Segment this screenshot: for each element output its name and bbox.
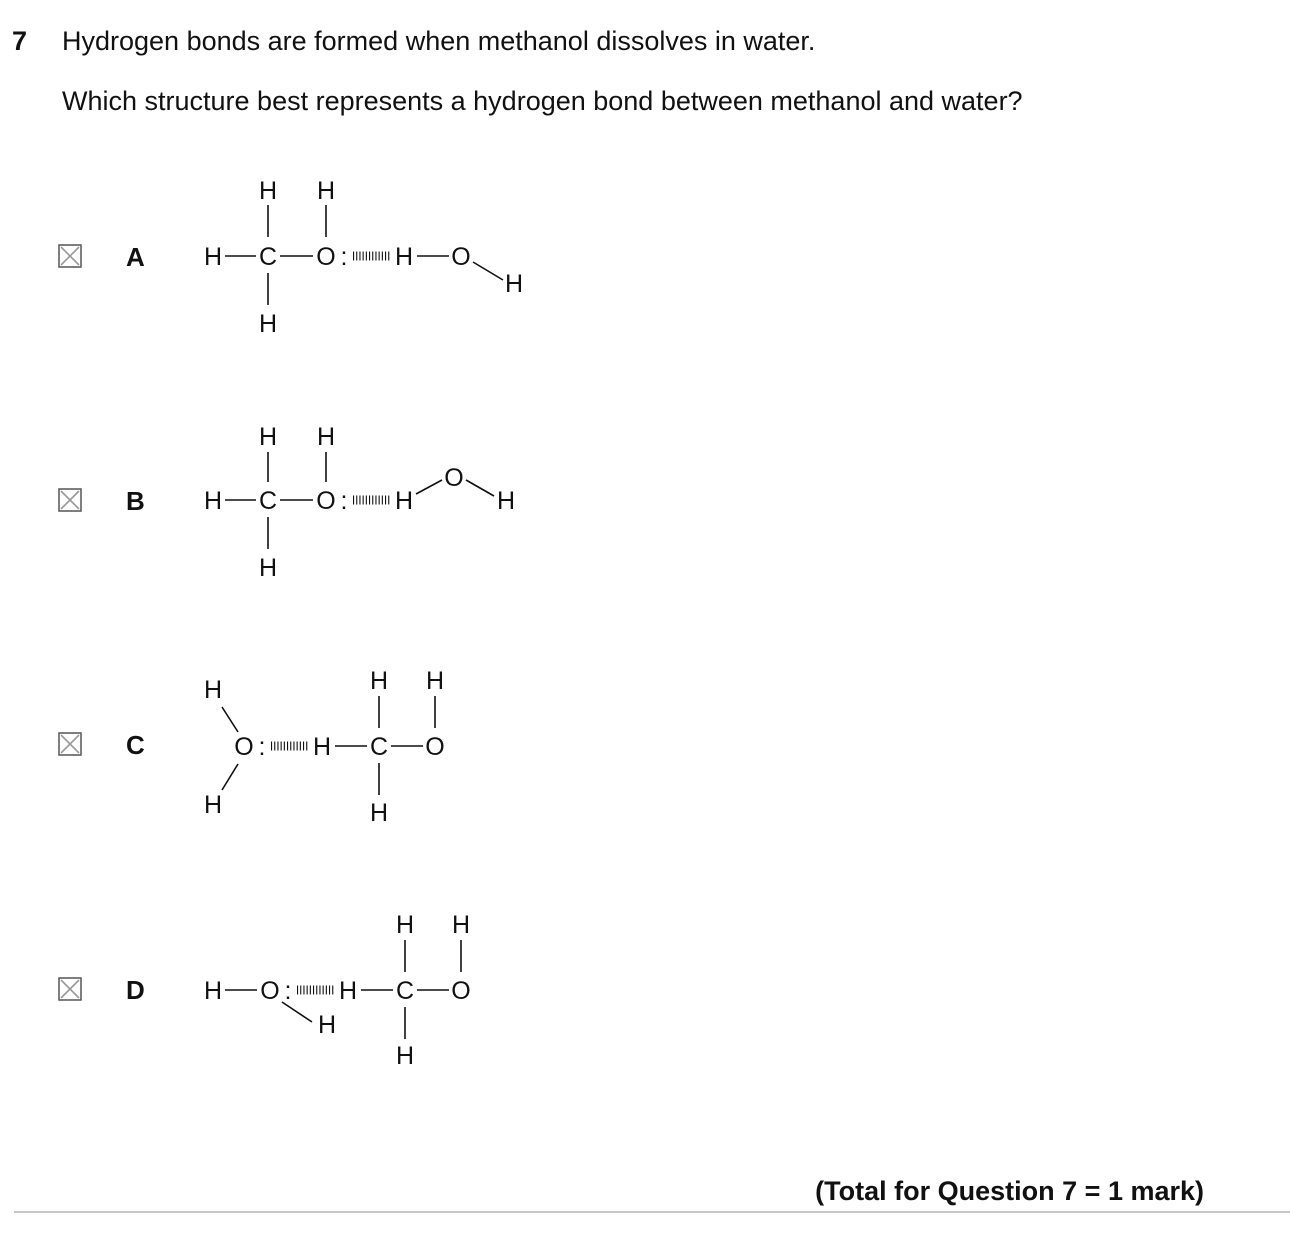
atom: H bbox=[258, 423, 278, 451]
atom: H bbox=[395, 1042, 415, 1070]
option-d-letter: D bbox=[126, 975, 145, 1005]
atom: O bbox=[451, 243, 471, 271]
atom: H bbox=[496, 487, 516, 515]
question-number: 7 bbox=[12, 26, 28, 56]
atom: H bbox=[369, 667, 389, 695]
question-stem: Hydrogen bonds are formed when methanol dissolves in water. bbox=[62, 26, 816, 56]
divider bbox=[14, 1211, 1290, 1213]
atom: H bbox=[203, 676, 223, 704]
atom: H bbox=[316, 423, 336, 451]
atom: O bbox=[260, 977, 280, 1005]
atom: H bbox=[395, 911, 415, 939]
atom: O bbox=[451, 977, 471, 1005]
option-c-letter: C bbox=[126, 730, 145, 760]
atom: H bbox=[258, 177, 278, 205]
atom: C bbox=[258, 487, 278, 515]
atom: H bbox=[258, 310, 278, 338]
atom: H bbox=[317, 1011, 337, 1039]
atom: H bbox=[203, 487, 223, 515]
lone-pair: : bbox=[258, 733, 266, 761]
question-prompt: Which structure best represents a hydrogen bond between methanol and water? bbox=[62, 86, 1023, 116]
atom: O bbox=[316, 243, 336, 271]
atom: H bbox=[451, 911, 471, 939]
atom: H bbox=[316, 177, 336, 205]
option-a-letter: A bbox=[126, 242, 145, 272]
atom: H bbox=[203, 977, 223, 1005]
atom: H bbox=[312, 733, 332, 761]
atom: C bbox=[369, 733, 389, 761]
lone-pair: : bbox=[340, 243, 348, 271]
atom: C bbox=[258, 243, 278, 271]
atom: C bbox=[395, 977, 415, 1005]
atom: O bbox=[316, 487, 336, 515]
atom: H bbox=[338, 977, 358, 1005]
atom: H bbox=[394, 243, 414, 271]
atom: H bbox=[394, 487, 414, 515]
lone-pair: : bbox=[340, 487, 348, 515]
atom: H bbox=[504, 270, 524, 298]
atom: H bbox=[203, 791, 223, 819]
option-b-letter: B bbox=[126, 486, 145, 516]
atom: O bbox=[444, 464, 464, 492]
atom: H bbox=[425, 667, 445, 695]
atom: O bbox=[234, 733, 254, 761]
atom: H bbox=[258, 554, 278, 582]
atom: H bbox=[369, 799, 389, 827]
atom: O bbox=[425, 733, 445, 761]
lone-pair: : bbox=[284, 977, 292, 1005]
total-marks: (Total for Question 7 = 1 mark) bbox=[815, 1176, 1204, 1206]
atom: H bbox=[203, 243, 223, 271]
